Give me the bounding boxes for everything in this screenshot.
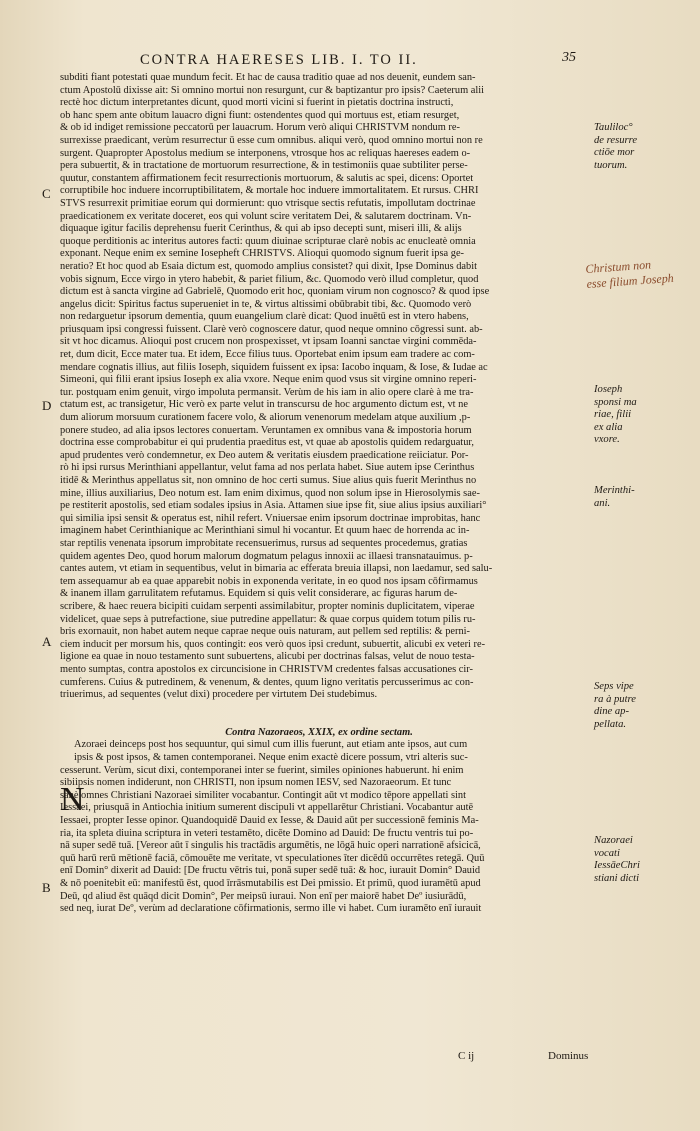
margin-note-nazoraei [594, 835, 694, 885]
text-line: imaginem habet Cerinthianique ac Merinthiani simul hi vocantur. Et quum haec de horrenda ac in- [60, 525, 470, 537]
text-line: star reptilis venenata ipsorum improbitate recensuerimus, rursus ad sequentes procedemus, gratias [60, 537, 468, 549]
text-line: quidem agentes Deo, quod horum malorum dogmatum pelagus innoxii ac illaesi transnatauimus. p- [60, 550, 473, 562]
text-line: Iessaei, propter Iesse opinor. Quandoquidē Dauid ex Iesse, & Dauid aūt per successionē feminis Ma- [60, 815, 479, 827]
margin-note-line: vxore. [594, 434, 620, 446]
text-line [60, 702, 578, 715]
page-number: 35 [562, 50, 576, 65]
margin-note-line: Seps vipe [594, 681, 634, 692]
section-letter: C [42, 186, 51, 201]
text-line: Simeoni, qui filii erant ipsius Ioseph ex alia vxore. Neque enim quod vsus sit virgine omnino reperi- [60, 374, 477, 386]
text-line: mine, illius auxiliarius, Deo notum est. Iam enim diximus, quod non solum ipse in Hierosolymis sae- [60, 487, 480, 499]
margin-note-line: ani. [594, 497, 611, 509]
text-line: corruptibile hoc induere incorruptibilitatem, & mortale hoc induere immortalitatem. Et rursus. CHRI [60, 185, 479, 197]
text-line: enī Domin° dixerit ad Dauid: [De fructu vētris tui, ponā super sedē tuā: & hoc, iurauit Domin° Dauid [60, 865, 481, 877]
section-letter: B [42, 880, 51, 895]
text-line: ponere studeo, ad alia ipsos lectores conuertam. Veruntamen ex omnibus vana & impostoria horum [60, 424, 472, 436]
text-line: vobis signum, Ecce virgo in ytero habebit, & pariet filium, &c. Quomodo verò illud completur, quod [60, 273, 479, 285]
margin-note-line: Nazoraei [594, 835, 633, 846]
text-line: tur. postquam enim genuit, virgo impoluta permansit. Verùm de his iam in alio opere clarè à me tra- [60, 386, 474, 398]
text-line: ria, ita spleta diuina scriptura in veteri testamēto, dicēte Domino ad Dauid: De fructu ventris tui po- [60, 827, 474, 839]
text-line: subditi fiant potestati quae mundum fecit. Et hac de causa traditio quae ad nos deuenit, eundem san- [60, 72, 476, 83]
text-line: itidē & Merinthus appellatus sit, non omnino de hoc certi sumus. Siue alius quis fuerit Merinthus no [60, 475, 477, 486]
text-line: ligione ea quae in nouo testamento sunt subuertens, alicubi per doctrinas falsas, velut de nouo testa- [60, 651, 475, 663]
text-line: ctatum est, ac transigetur, Hic verò ex parte velut in transcursu de hoc argumento dictum est, vt ne [60, 399, 468, 411]
text-line: & inanem illam garrulitatem refutamus. Equidem si quis velit considerare, ac figuras harum de- [60, 588, 458, 600]
text-line: pera subuertit, & in tractatione de mortuorum resurrectione, & in testimoniis quae subtiliter perse- [60, 160, 468, 172]
text-line: ret, dum dicit, Ecce mater tua. Et idem, Ecce filius tuus. Oportebat enim ipsum eam tradere ac com- [60, 349, 475, 361]
margin-note-line: IessāeChri [594, 860, 640, 872]
margin-note-line: ctiōe mor [594, 147, 635, 159]
margin-note-line: riae, filii [594, 409, 632, 421]
margin-note-line: ra à putre [594, 693, 636, 705]
text-line: sed neq, iurat Deº, verùm ad declaratione cōfirmationis, sermo ille vi habet. Cum iuramēto enī iurauit [60, 903, 482, 915]
handwritten-line: esse filium Joseph [586, 270, 675, 291]
margin-note-resurrection [594, 122, 694, 172]
text-line: ctum Apostolū dixisse ait: Si omnino mortui non resurgunt, cur & baptizantur pro ipsis? Caeterum alii [60, 84, 485, 96]
text-line: nā super sedē tuā. [Vereor aūt ī singulis his tractādis argumētis, ne lōgā huic operi narrationē afsicicā, [60, 840, 481, 852]
drop-cap-initial: N [60, 781, 85, 818]
text-line: surrexisse praedicant, verùm resurrectur ū esse cum omnibus. aliqui verò, quod omnino mortui non re [60, 134, 483, 146]
text-line: mendare cognatis illius, aut filiis Ioseph, siquidem fuissent ex ipsa: Iacobo inquam, & Iose, & Iudae ac [60, 361, 488, 373]
section-letter: A [42, 634, 52, 649]
text-line: bris exornauit, non habet autem neque caprae neque ouis naturam, aut pellem sed reptilis: & perni- [60, 626, 471, 638]
margin-note-line: dine ap- [594, 706, 630, 718]
text-line: & nō poenitebit eū: manifestū ēst, quod īrrāsmutabilis est Dei pmissio. Et primū, quod iuramētū apud [60, 878, 481, 889]
running-title: CONTRA HAERESES LIB. I. TO II. [140, 52, 418, 68]
margin-note-line: Merinthi- [594, 485, 635, 496]
margin-note-line: stiani dicti [594, 872, 640, 884]
text-line: STVS resurrexit primitiae eorum qui dormierunt: quo vtrisque sectis refutatis, impollutam doctrinae [60, 197, 476, 209]
section-heading: Contra Nazoraeos, XXIX, ex ordine sectam. [225, 726, 413, 738]
text-line: rò hi ipsi rursus Merinthiani appellantur, velut fama ad nos perlata habet. Siue autem ipse Cerinthus [60, 462, 475, 474]
margin-note-joseph [594, 384, 694, 447]
text-line: quutur, constantem affirmationem fecit resurrectionis mortuorum, & salutis ac spei, dicens: Oportet [60, 172, 474, 184]
signature-mark: C ij [458, 1050, 475, 1062]
margin-note-line: Ioseph [594, 384, 623, 395]
margin-note-line: tuorum. [594, 159, 628, 171]
text-line: priusquam ipsi congressi fuissent. Clarè verò cognoscere datur, quod neque omnino cōgressi sunt. ab- [60, 323, 483, 335]
page-footer [0, 1050, 700, 1066]
text-line: apud prudentes verò condemnetur, ex Deo autem & veritatis eiusdem praedicatione reiiciatur. Por- [60, 449, 469, 461]
text-line: doctrina esse comprobabitur ei qui prudentia praeditus est, vt quae ab apostolis quidem redarguatur, [60, 437, 475, 449]
text-line: ob hanc spem ante obitum lauacro digni fiunt: ostendentes quod qui mortuus est, etiam resurget, [60, 109, 460, 121]
running-head [0, 52, 700, 72]
margin-note-line: pellata. [594, 718, 627, 730]
text-line: qui similia ipsi sensit & operatus est, nihil refert. Vniuersae enim ipsorum doctrinae improbitas, hanc [60, 512, 481, 524]
text-line: videlicet, quae seps à putrefactione, siue putredine appellatur: & quae corpus quidem totum pilis ru- [60, 613, 476, 625]
catchword: Dominus [548, 1050, 589, 1062]
text-line: Azoraei deinceps post hos sequuntur, qui simul cum illis fuerunt, aut etiam ante ipsos, aut cum [74, 739, 468, 751]
text-line: cantes autem, vt etiam in sequentibus, velut in bimaria ac efferata breuia illapsi, non laedamur, sed salu- [60, 563, 493, 575]
margin-note-merinthiani [594, 485, 694, 510]
text-line: ipsis & post ipsos, & tamen contemporanei. Neque enim exactè dicere possum, vtri alteris suc- [74, 752, 468, 764]
margin-note-line: Tauliloc° [594, 122, 633, 133]
margin-note-line: vocati [594, 847, 620, 859]
text-line: sanè omnes Christiani Nazoraei similiter vocabantur. Contingit aūt vt modico tēpore appellati sint [60, 789, 467, 801]
section-letter: D [42, 398, 52, 413]
margin-note-line: sponsi ma [594, 396, 637, 408]
margin-note-line: de resurre [594, 134, 638, 146]
text-line: non redarguetur ipsorum dementia, quum euangelium clarè dicat: Quod inuētū est in vtero habens, [60, 311, 469, 323]
text-line: cesserunt. Verùm, sicut dixi, contemporanei inter se fuerint, similes opiniones habuerunt. hi enim [60, 764, 464, 776]
text-line: scribere, & haec reuera bicipiti cuidam serpenti assimilabitur, propter nominis duplicitatem, viperae [60, 600, 475, 612]
text-line: pe restiterit apostolis, sed etiam sodales ipsius in Asia. Attamen siue ipse fit, siue alius ipsius auxiliari° [60, 500, 487, 512]
text-line: diquaque igitur facilis deprehensu fuerit Cerinthus, & qui ab ipso decepti sunt, miseri illi, & alijs [60, 223, 462, 235]
text-line: quū harū rerū mētionē faciā, cōmouēte me veritate, vt speculationes īter dicēdū occurrētes retegā. Quū [60, 852, 485, 864]
text-line: praedicationem ex veritate doceret, eos qui volunt scire veritatem Dei, & salutarem doctrinam. Vn- [60, 210, 472, 222]
margin-note-line: ex alia [594, 421, 623, 433]
main-text-column [60, 72, 578, 916]
text-line: triuerimus, ad sequentes (velut dixi) procedere per virtutem Dei studebimus. [60, 689, 378, 701]
text-line [60, 714, 578, 727]
text-line: rectè hoc dictum interpretantes dicunt, quod morti vicini si fuerint in pietatis doctrina instructi, [60, 97, 454, 109]
text-line: & ob id indiget remissione peccatorū per lauacrum. Horum verò aliqui CHRISTVM nondum re- [60, 122, 460, 134]
text-line: cumferens. Cuius & putredinem, & venenum, & dentes, quum ligno veritatis percusserimus ac con- [60, 676, 474, 688]
text-line: dictum est à sancta virgine ad Gabrielē, Quomodo erit hoc, quoniam virum non cognosco? & quod ipse [60, 286, 490, 298]
text-line: tem assequamur ab ea quae apparebit nobis in exponenda veritate, in eo quod nos ipsam cōfirmamus [60, 575, 478, 587]
text-line: ciem inducit per morsum his, quos contingit: eos verò quos ipsi credunt, subuertit, alicubi ex veteri re- [60, 638, 486, 650]
handwritten-line: Christum non [585, 257, 652, 276]
text-line: mento sumptas, contra apostolos ex circuncisione in CHRISTVM credentes falsas accusationes cir- [60, 663, 473, 675]
text-line: sibiipsis nomen indiderunt, non CHRISTI, non ipsum nomen IESV, sed Nazoraeorum. Et tunc [60, 777, 452, 789]
text-line: neratio? Et hoc quod ab Esaia dictum est, quomodo amplius consistet? qui dixit, Ipse Dominus dabit [60, 260, 477, 272]
text-line: exponant. Neque enim ex semine Iosepheft CHRISTVS. Alioqui quomodo signum fuerit ipsa ge- [60, 248, 465, 260]
text-line: angelus dicit: Spiritus factus superueniet in te, & virtus altissimi obūbrabit tibi, &c. Quomodo verò [60, 298, 472, 310]
text-line: sit vt hoc dicamus. Alioqui post crucem non prospexisset, vt ipsam Ioanni sanctae virgini commēda- [60, 336, 477, 348]
text-line: surgent. Quapropter Apostolus medium se interponens, vtrosque hos ac reliquas haereses eadem o- [60, 147, 471, 159]
text-line: Deū, qd aliud ēst quāqd dicit Domin°, Per meipsū iuraui. Non enī per maiorē habet Deº iusiurādū, [60, 890, 467, 902]
text-line: dum aliorum morsuum curationem facere volo, & aliorum venenorum medelam atque auxilium ,p- [60, 412, 471, 424]
text-line: quoque perditionis ac interitus autores facti: quum diuinae scripturae clarè nobis ac enucleatè omnia [60, 235, 476, 247]
margin-note-seps [594, 681, 694, 731]
handwritten-annotation [585, 254, 700, 292]
text-line: Iessaei, priusquā in Antiochia initium sumerent discipuli vt appellarētur Christiani. Vocabantur autē [60, 802, 474, 814]
